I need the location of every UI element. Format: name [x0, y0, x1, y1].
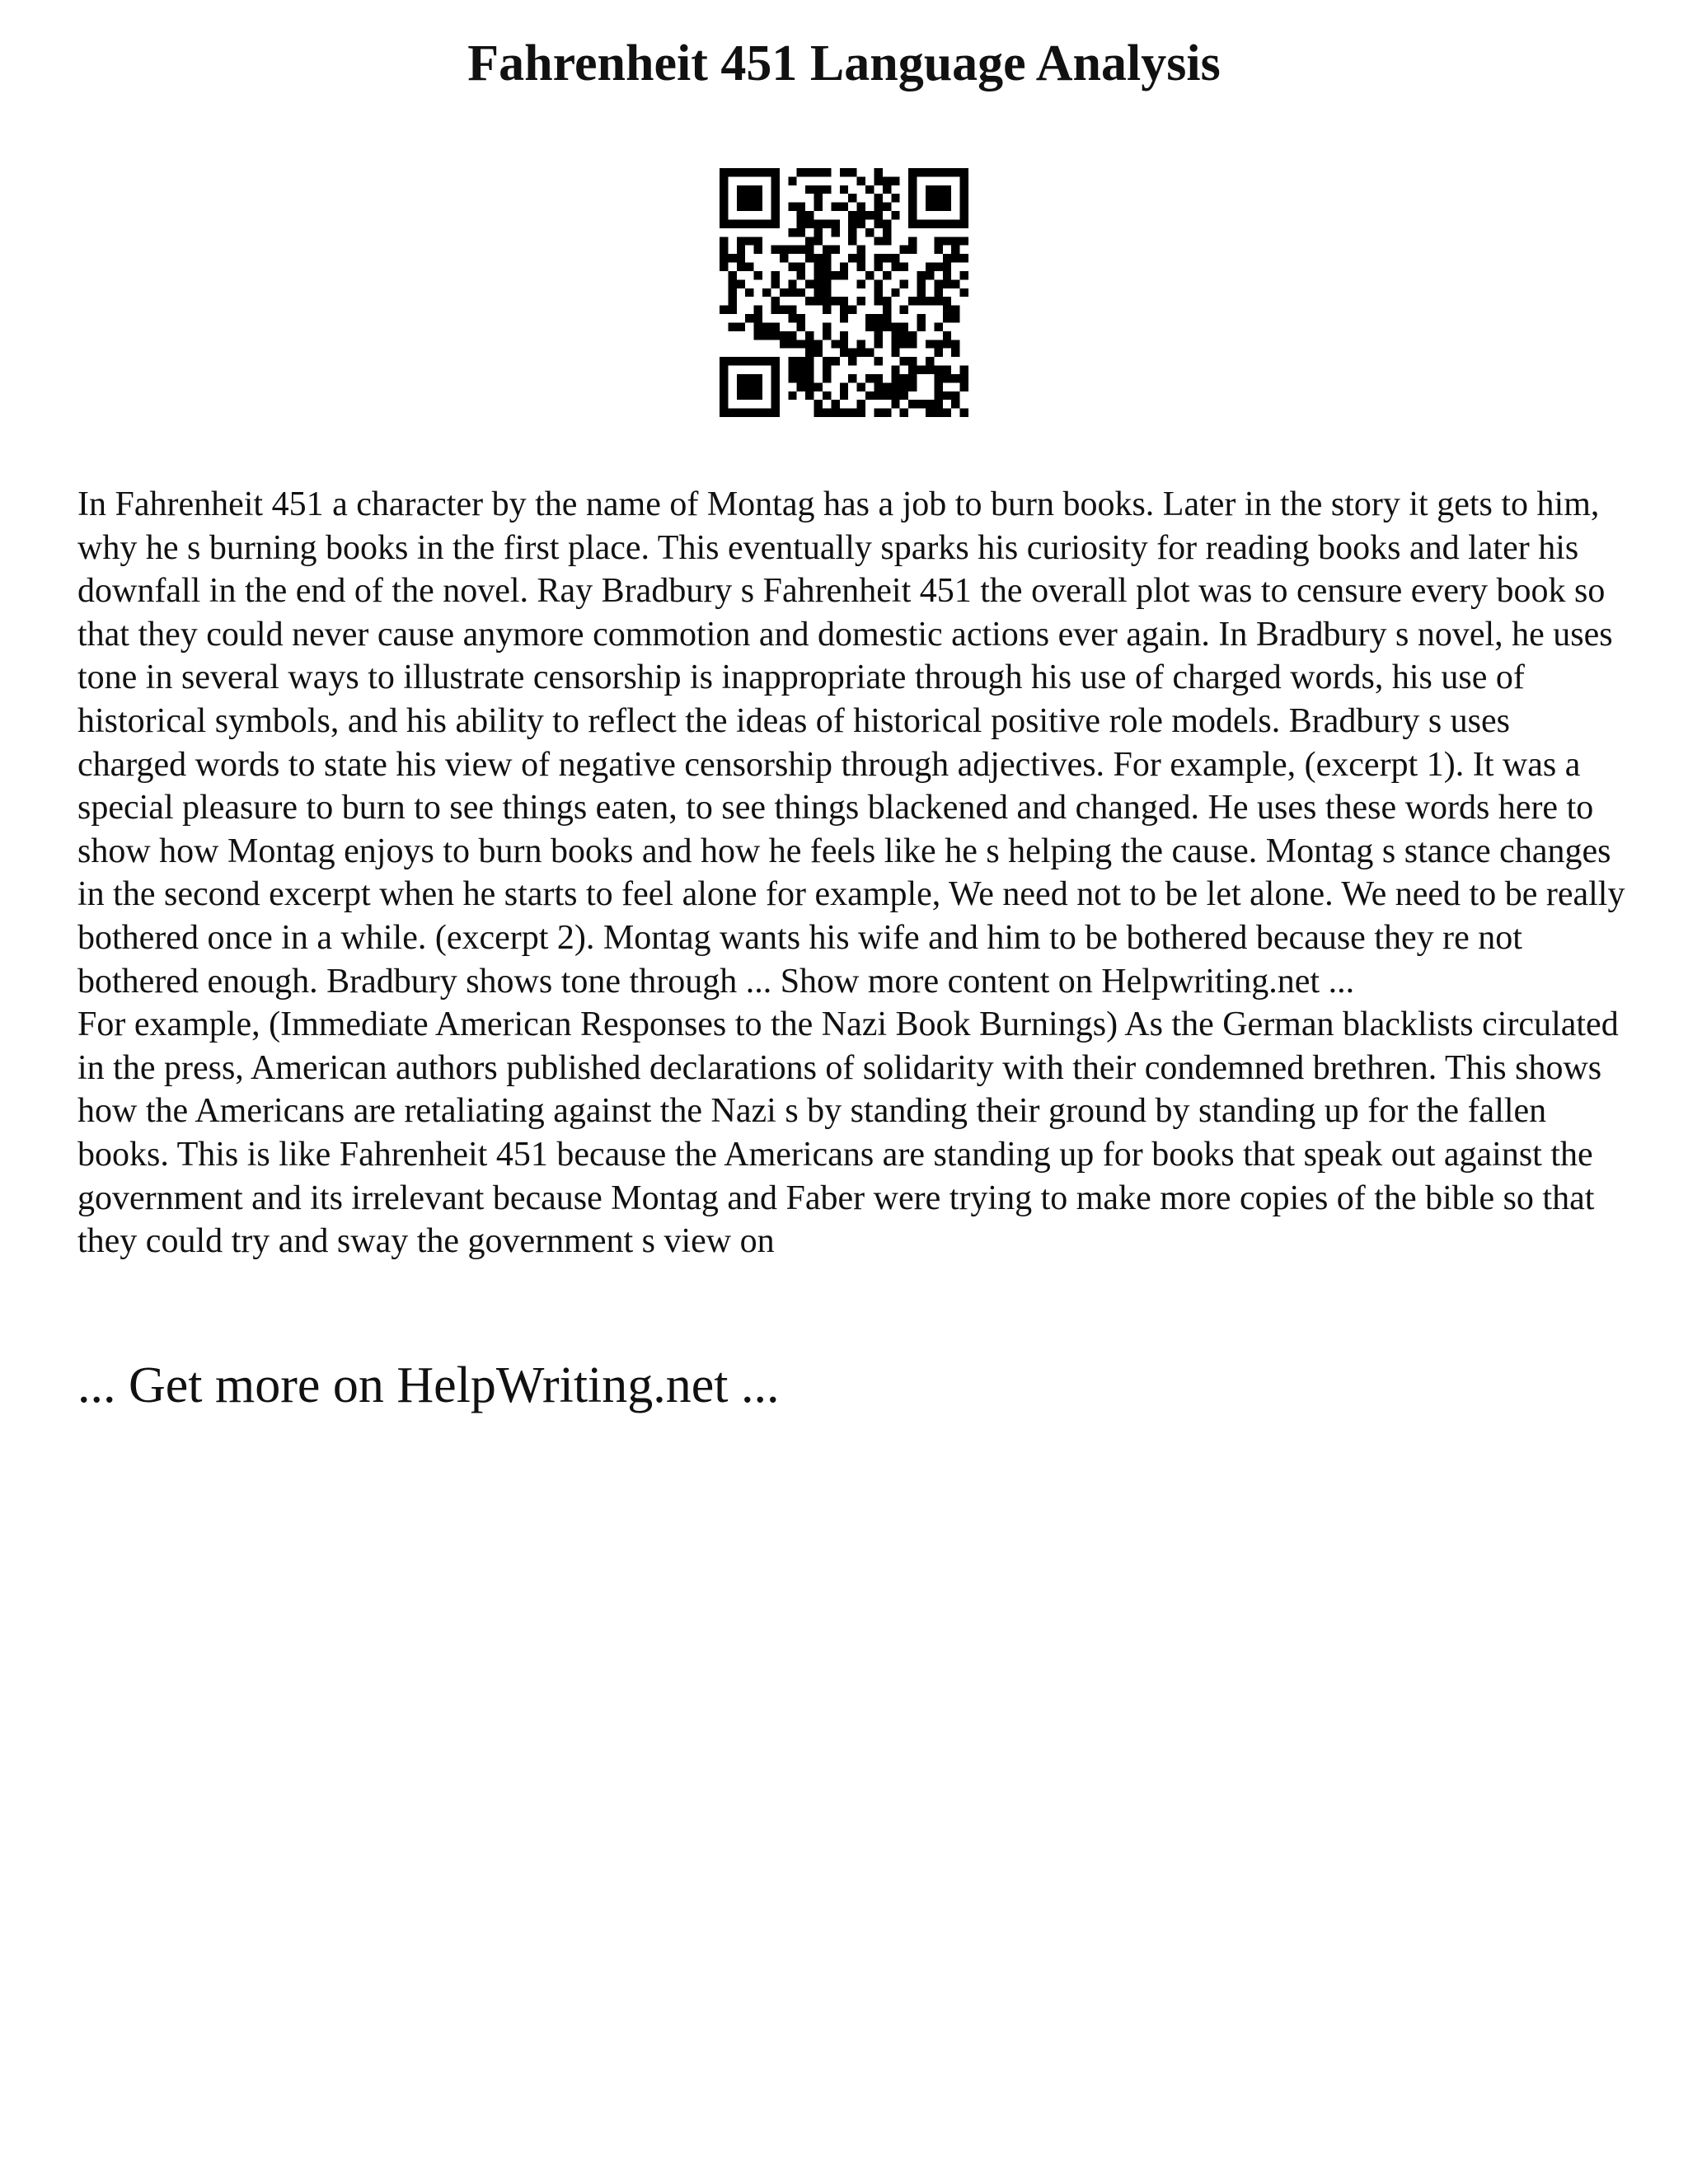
page-title: Fahrenheit 451 Language Analysis [467, 35, 1221, 91]
qr-code-icon [720, 168, 968, 417]
body-text [77, 483, 1627, 1263]
paragraph-1: In Fahrenheit 451 a character by the name of Montag has a job to burn books. Later in the story it gets to him, why he s burning books in the first place. This eventually sparks his curiosity for reading books and later his downfall in the end of the novel. Ray Bradbury s Fahrenheit 451 the overall plot was to censure every book so that they could never cause anymore commotion and domestic actions ever again. In Bradbury s novel, he uses tone in several ways to illustrate censorship is inappropriate through his use of charged words, his use of historical symbols, and his ability to reflect the ideas of historical positive role models. Bradbury s uses charged words to state his view of negative censorship through adjectives. For example, (excerpt 1). It was a special pleasure to burn to see things eaten, to see things blackened and changed. He uses these words here to show how Montag enjoys to burn books and how he feels like he s helping the cause. Montag s stance changes in the second excerpt when he starts to feel alone for example, We need not to be let alone. We need to be really bothered once in a while. (excerpt 2). Montag wants his wife and him to be bothered because they re not bothered enough. Bradbury shows tone through ... Show more content on Helpwriting.net ... [77, 485, 1625, 1001]
get-more-link[interactable]: ... Get more on HelpWriting.net ... [77, 1357, 780, 1413]
paragraph-2: For example, (Immediate American Responses to the Nazi Book Burnings) As the German blacklists circulated in the press, American authors published declarations of solidarity with their condemned brethren. This shows how the Americans are retaliating against the Nazi s by standing their ground by standing up for the fallen books. This is like Fahrenheit 451 because the Americans are standing up for books that speak out against the government and its irrelevant because Montag and Faber were trying to make more copies of the bible so that they could try and sway the government s view on [77, 1005, 1619, 1261]
